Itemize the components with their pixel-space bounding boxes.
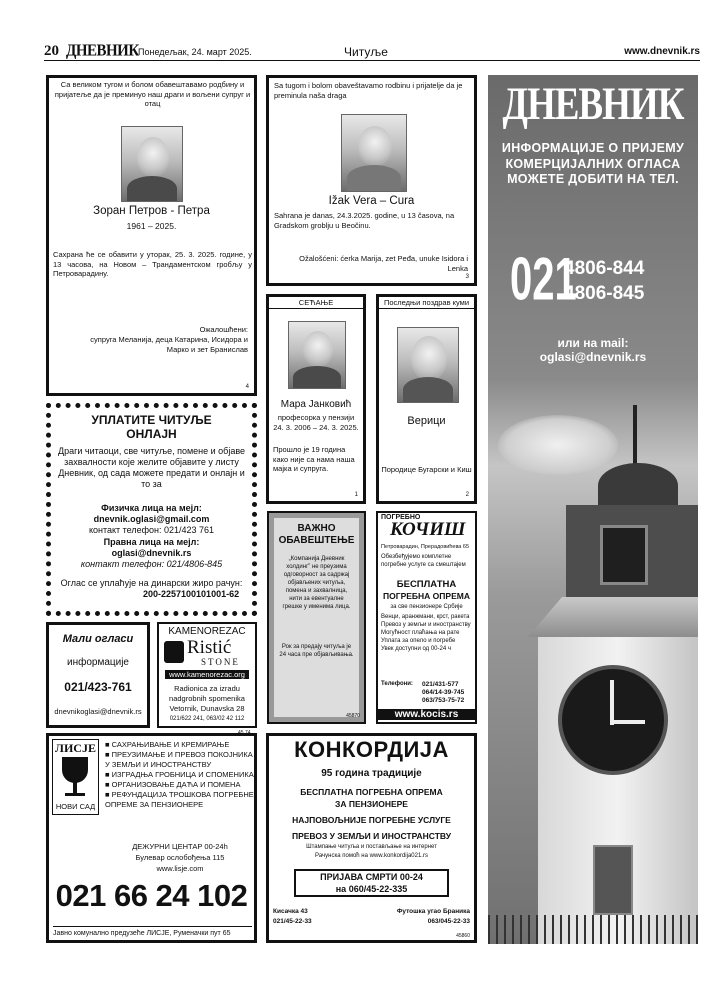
konkordija-line1b: ЗА ПЕНЗИОНЕРЕ — [335, 799, 408, 809]
dnevnik-ad-email[interactable]: oglasi@dnevnik.rs — [539, 350, 647, 364]
obituary-photo — [288, 321, 346, 389]
ad-intro: Драги читаоци, све читуље, помене и објаве захвалности које желите објавите у листу Дневник, од сада можете предати и онлајн и то за — [57, 446, 246, 489]
obituary-years: 24. 3. 2006 – 24. 3. 2025. — [273, 423, 359, 432]
obituary-photo — [121, 126, 183, 202]
dnevnik-ad-or-mail: или на mail: — [557, 336, 629, 350]
ad-title: УПЛАТИТЕ ЧИТУЉЕ — [91, 413, 212, 427]
notice-text-2: Рок за предају читуља је 24 часа пре објављивања. — [279, 644, 354, 658]
death-report-line2[interactable]: на 060/45-22-335 — [335, 884, 408, 894]
important-notice — [267, 511, 366, 724]
mourners-label: Ожалошћени: — [199, 325, 248, 334]
lisje-logo-top: ЛИСЈЕ — [55, 741, 96, 755]
dnevnik-ad-phone2: 4806-845 — [564, 283, 645, 304]
small-ads-box — [46, 622, 150, 728]
obituary-photo — [397, 327, 459, 403]
obituary-years: 1961 – 2025. — [126, 221, 177, 231]
physical-phone: контакт телефон: 021/423 761 — [88, 525, 215, 535]
kocis-service: Уплата за опело и погребе — [381, 638, 456, 644]
obituary-funeral: Sahrana je danas, 24.3.2025. godine, u 13 časova, na Gradskom groblju u Beočinu. — [274, 211, 455, 230]
kocis-brand: КОЧИШ — [390, 519, 466, 540]
death-report-line1: ПРИЈАВА СМРТИ 00-24 — [320, 872, 423, 882]
obituary-intro: Са великом тугом и болом обавештавамо родбину и пријатеље да је преминуо наш драги и вољени супруг и отац — [54, 80, 251, 108]
header-website: www.dnevnik.rs — [624, 46, 700, 57]
page-number: 20 — [44, 43, 59, 59]
clock-tower-image — [488, 375, 698, 944]
obituary-number: 4 — [245, 384, 249, 390]
konkordija-right-name: Футошка угао Браника — [396, 908, 470, 915]
obituary-verica — [376, 294, 477, 504]
kamen-line2: nadgrobnih spomenika — [169, 694, 245, 703]
obituary-number: 2 — [465, 492, 469, 498]
obituary-funeral: Сахрана ће се обавити у уторак, 25. 3. 2025. године, у 13 часова, на Новом – Трандаментском гробљу у Петроварадину. — [53, 250, 252, 278]
small-ads-info: информације — [67, 657, 129, 668]
konkordija-line3: ПРЕВОЗ У ЗЕМЉИ И ИНОСТРАНСТВУ — [291, 831, 452, 841]
mourners-list: супруга Меланија, деца Катарина, Исидора и Марко и зет Бранислав — [90, 335, 248, 354]
obituary-number: 1 — [354, 492, 358, 498]
dnevnik-ad-phone1: 4806-844 — [564, 258, 645, 279]
tower-window — [600, 525, 648, 585]
konkordija-line5: Рачунска помоћ на www.konkordija021.rs — [315, 853, 428, 859]
konkordija-tradition: 95 година традиције — [321, 768, 422, 779]
kocis-services — [381, 613, 474, 653]
konkordija-line1: БЕСПЛАТНА ПОГРЕБНА ОПРЕМА — [300, 787, 443, 797]
tower-roof — [528, 597, 698, 637]
kocis-website[interactable]: www.kocis.rs — [378, 709, 475, 720]
kocis-free-sub: за све пензионере Србије — [390, 604, 463, 610]
payment-text: Оглас се уплаћује на динарски жиро рачун: — [60, 578, 243, 588]
notice-text: „Компанија Дневник холдинг” не преузима одговорност за садржај објављених читуља, помена и захвалница, нити за евентуалне грешке у именима лица. — [282, 556, 351, 610]
kamen-header: KAMENOREZAC — [168, 626, 246, 637]
tower-spire — [633, 405, 637, 465]
obituary-izak — [266, 75, 477, 286]
kamen-line1: Radionica za izradu — [174, 684, 240, 693]
online-obituary-ad — [46, 403, 257, 616]
lisje-footer: Јавно комунално предузеће ЛИСЈЕ, Руменачки пут 65 — [53, 926, 252, 937]
small-ads-title: Мали огласи — [62, 633, 134, 645]
kocis-service: Венци, аранжмани, крст, ракета — [381, 614, 470, 620]
page-header — [44, 41, 700, 61]
obituary-jankovic — [266, 294, 366, 504]
lisje-service: ■ САХРАЊИВАЊЕ И КРЕМИРАЊЕ — [105, 740, 230, 749]
small-ads-email[interactable]: dnevnikoglasi@dnevnik.rs — [54, 707, 142, 716]
section-title: Читуље — [344, 45, 388, 59]
kamen-phones: 021/622 241, 063/02 42 112 — [169, 716, 245, 722]
notice-title: ВАЖНО — [297, 523, 336, 534]
obituary-name: Верици — [407, 415, 446, 427]
kamen-website[interactable]: www.kamenorezac.org — [165, 670, 249, 679]
konkordija-line2: НАЈПОВОЉНИЈЕ ПОГРЕБНЕ УСЛУГЕ — [292, 815, 451, 825]
account-number: 200-2257100101001-62 — [143, 589, 240, 599]
konkordija-ad — [266, 733, 477, 943]
notice-title-2: ОБАВЕШТЕЊЕ — [278, 535, 355, 546]
fence — [488, 915, 698, 944]
clouds — [498, 415, 618, 475]
kocis-address: Петроварадин, Прерадовићева 65 — [381, 544, 470, 550]
kocis-service: Увек доступни од 00-24 ч — [381, 646, 451, 652]
obituary-header: СЕЋАЊЕ — [269, 298, 363, 309]
physical-email[interactable]: dnevnik.oglasi@gmail.com — [93, 514, 210, 524]
tower-door — [593, 845, 633, 915]
konkordija-left-name: Кисачка 43 — [273, 908, 308, 915]
lisje-service: ■ РЕФУНДАЦИЈА ТРОШКОВА ПОГРЕБНЕ ОПРЕМЕ ЗА ПЕНЗИОНЕРЕ — [105, 790, 254, 809]
kocis-phone: 064/14-39-745 — [422, 689, 465, 696]
lisje-logo — [52, 739, 99, 815]
kamen-brand: Ristić — [187, 637, 232, 658]
lisje-duty: ДЕЖУРНИ ЦЕНТАР 00-24h — [132, 842, 228, 851]
kocis-phone: 063/753-75-72 — [422, 697, 465, 704]
legal-phone: контакт телефон: 021/4806-845 — [80, 559, 223, 569]
tower-dome — [598, 463, 678, 508]
kocis-tag: Обезбеђујемо комплетне погребне услуге са смештајем — [381, 554, 466, 568]
kamen-sub: STONE — [201, 657, 240, 667]
konkordija-left-phone: 021/45-22-33 — [273, 918, 312, 925]
konkordija-title: КОНКОРДИЈА — [294, 737, 449, 762]
dnevnik-ad-area-code: 021 — [510, 247, 577, 313]
obituary-header: Последњи поздрав куми — [379, 298, 474, 309]
goblet-icon — [62, 757, 88, 783]
mourners-list: Ožalošćeni: ćerka Marija, zet Peđa, unuke Isidora i Lenka — [299, 254, 468, 273]
legal-label: Правна лица на мејл: — [103, 537, 200, 547]
physical-label: Физичка лица на мејл: — [101, 503, 202, 513]
obituary-name: Зоран Петров - Петра — [93, 205, 210, 217]
kocis-ad — [376, 511, 477, 724]
obituary-signed: Породице Бугарски и Киш — [381, 465, 472, 474]
kocis-phone-label: Телефони: — [381, 681, 413, 687]
kocis-small-top: ПОГРЕБНО — [381, 514, 421, 521]
lisje-ad — [46, 733, 257, 943]
notice-code: 45870 — [346, 713, 360, 719]
obituary-number: 3 — [465, 274, 469, 280]
kamenorezac-ad — [157, 622, 257, 728]
kocis-free-title: БЕСПЛАТНА — [396, 579, 457, 590]
lisje-service: ■ ОРГАНИЗОВАЊЕ ДАЋА И ПОМЕНА — [105, 780, 241, 789]
kamen-address: Vetornik, Dunavska 28 — [169, 704, 245, 713]
kamen-logo-icon — [164, 641, 184, 663]
obituary-photo — [341, 114, 407, 192]
ad-title-2: ОНЛАЈН — [126, 427, 177, 441]
kocis-service: Превоз у земљи и иностранству — [381, 622, 471, 628]
obituary-title: професорка у пензији — [277, 413, 355, 422]
header-date: Понедељак, 24. март 2025. — [138, 47, 252, 57]
small-ads-phone: 021/423-761 — [64, 680, 132, 694]
lisje-service: ■ ПРЕУЗИМАЊЕ И ПРЕВОЗ ПОКОЈНИКА У ЗЕМЉИ И ИНОСТРАНСТВУ — [105, 750, 253, 769]
lisje-phone: 021 66 24 102 — [55, 878, 248, 913]
konkordija-code: 45860 — [456, 933, 470, 939]
lisje-logo-bottom: НОВИ САД — [55, 802, 96, 811]
dnevnik-ad-text: ИНФОРМАЦИЈЕ О ПРИЈЕМУ КОМЕРЦИЈАЛНИХ ОГЛАСА МОЖЕТЕ ДОБИТИ НА ТЕЛ. — [501, 141, 685, 186]
death-report-box — [294, 869, 449, 897]
kocis-free-title-2: ПОГРЕБНА ОПРЕМА — [383, 591, 470, 601]
kocis-service: Могућност плаћања на рате — [381, 630, 460, 636]
newspaper-logo: ДНЕВНИК — [66, 42, 139, 60]
lisje-service: ■ ИЗГРАДЊА ГРОБНИЦА И СПОМЕНИКА — [105, 770, 254, 779]
lisje-website[interactable]: www.lisje.com — [156, 864, 204, 873]
obituary-petrov — [46, 75, 257, 396]
dnevnik-ad — [488, 75, 698, 944]
lisje-services — [105, 740, 255, 810]
obituary-intro: Sa tugom i bolom obaveštavamo rodbinu i prijatelje da je preminula naša draga — [274, 81, 463, 100]
dnevnik-ad-logo: ДНЕВНИК — [502, 78, 684, 131]
kocis-phone: 021/431-577 — [422, 681, 459, 688]
konkordija-line4: Штампање читуља и постављање на интернет — [306, 844, 437, 850]
obituary-name: Мара Јанковић — [280, 399, 352, 410]
obituary-name: Ižak Vera – Cura — [328, 195, 415, 207]
legal-email[interactable]: oglasi@dnevnik.rs — [111, 548, 192, 558]
lisje-address: Булевар ослобођења 115 — [135, 853, 225, 862]
obituary-text: Прошло је 19 година како није са нама наша мајка и супруга. — [273, 445, 355, 473]
konkordija-right-phone: 063/045-22-33 — [427, 918, 470, 925]
